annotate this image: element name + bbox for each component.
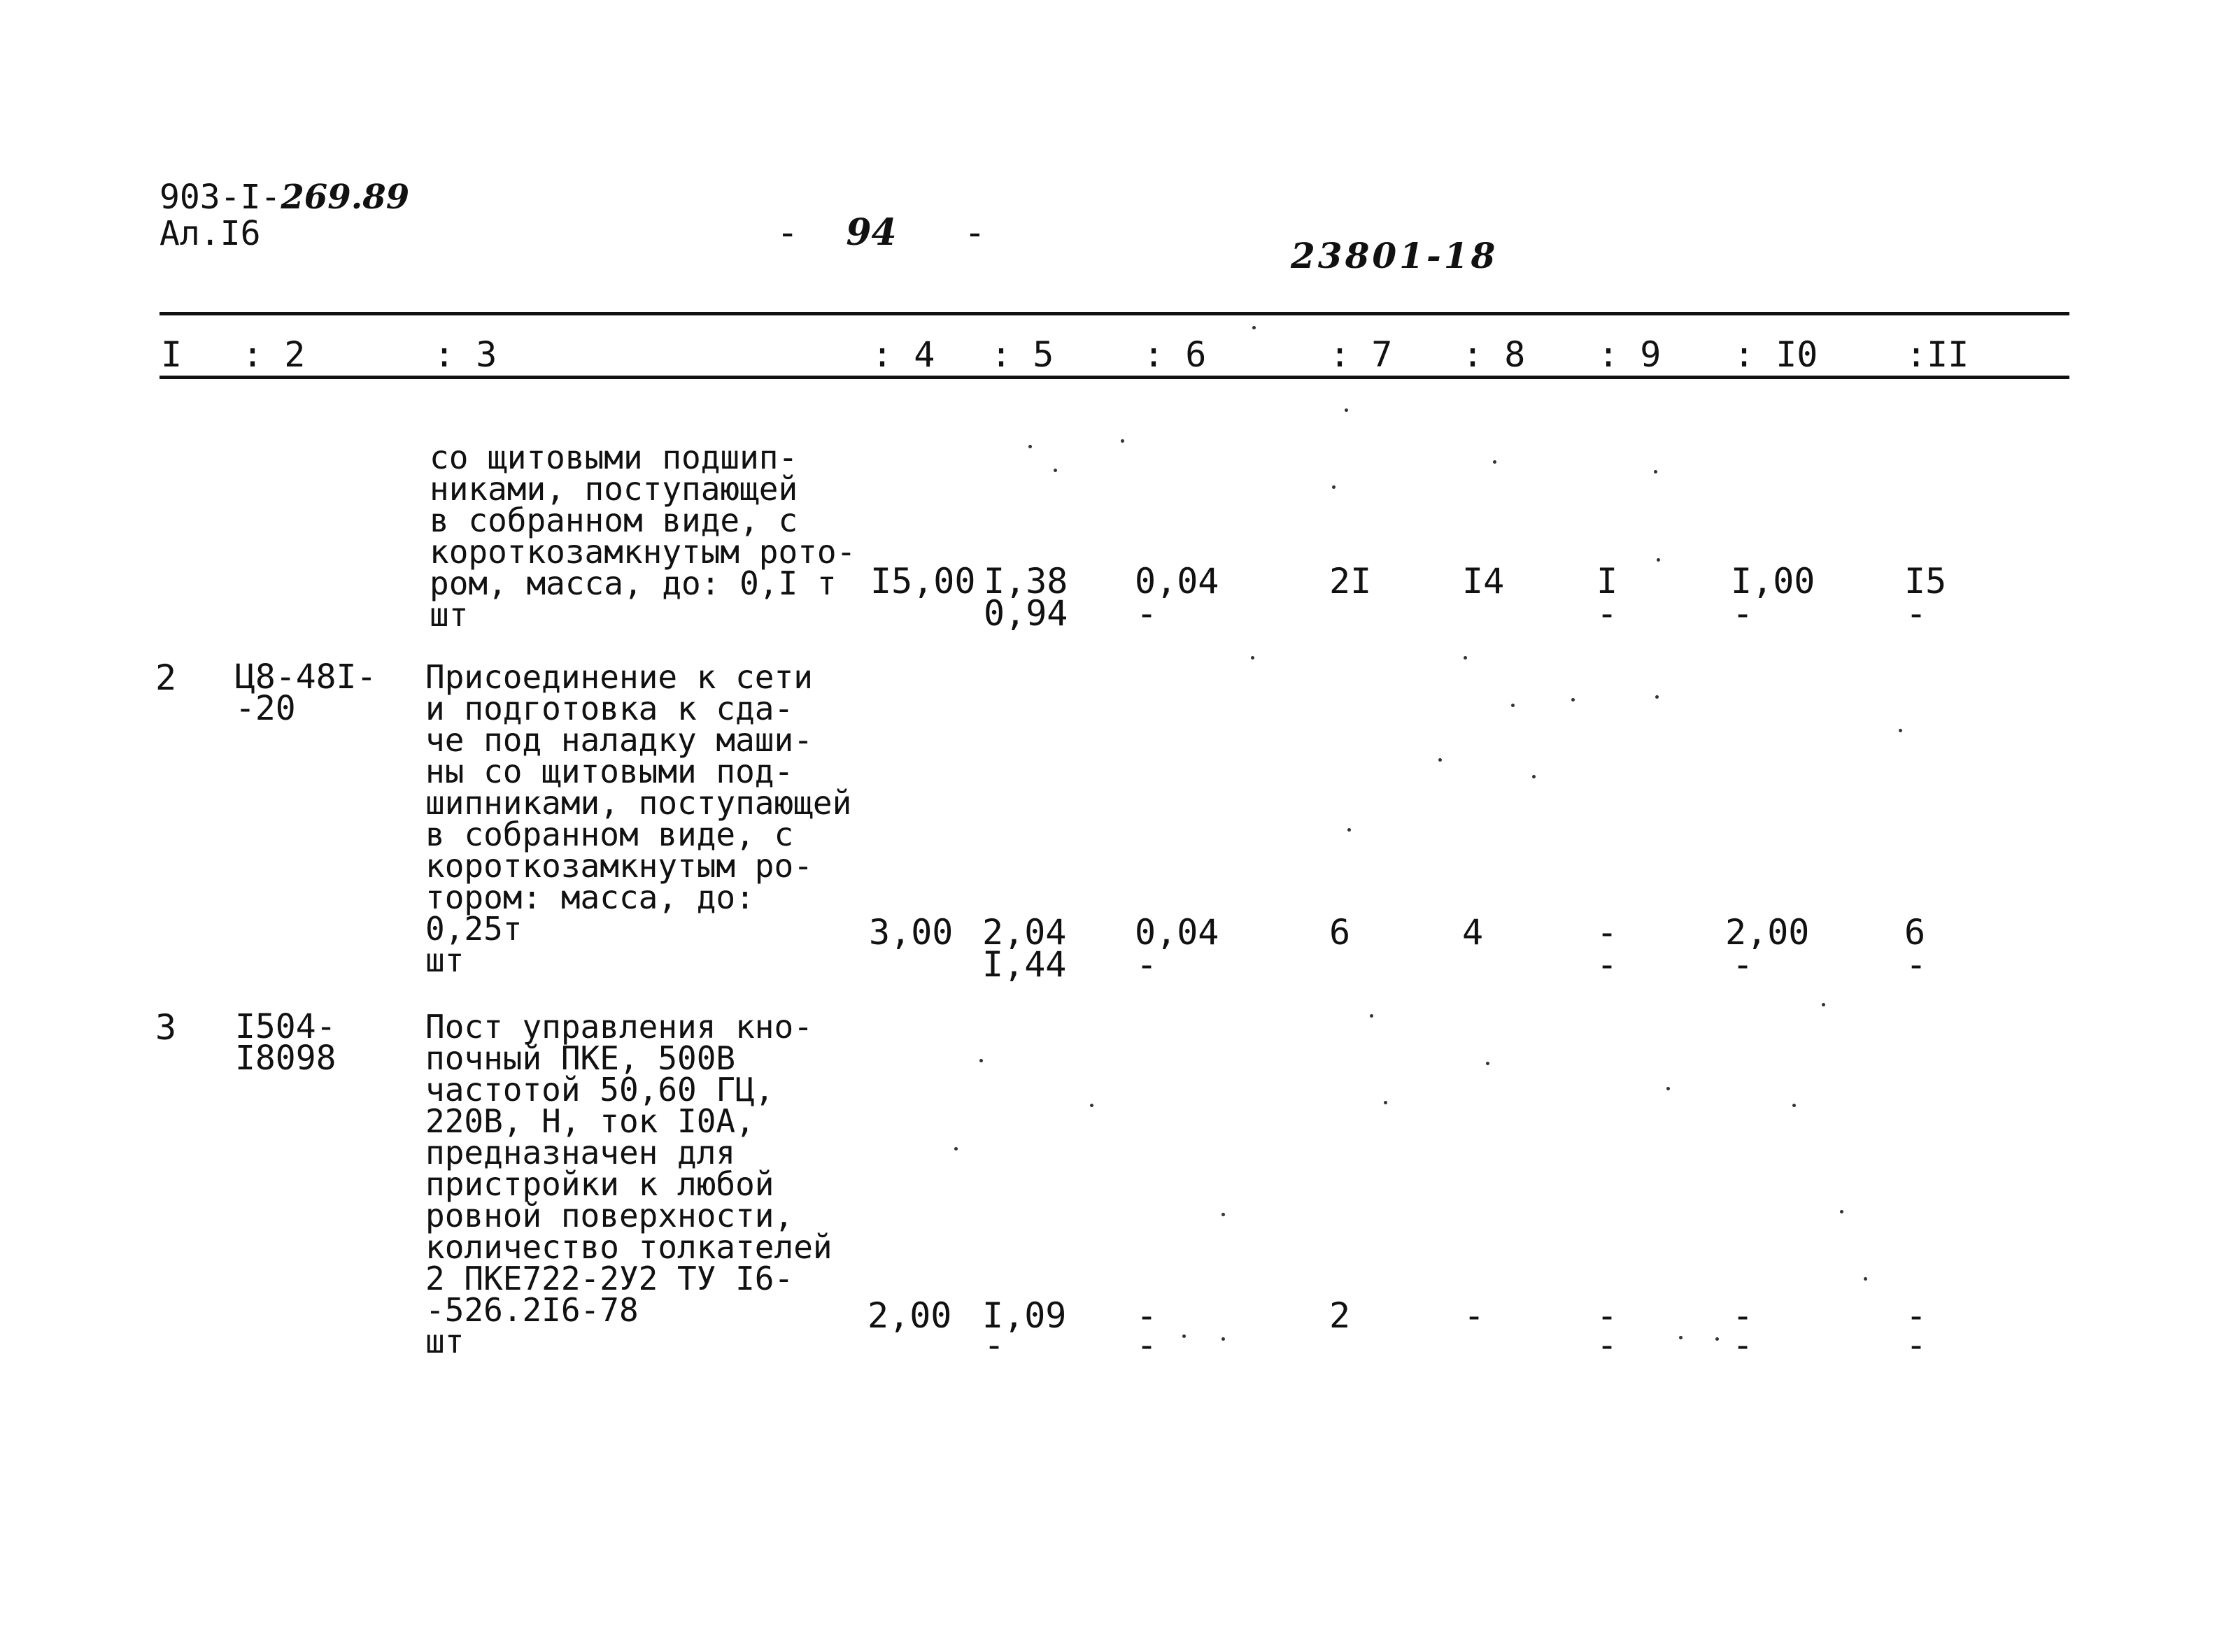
scan-speck: [1792, 1104, 1796, 1107]
scan-speck: [1571, 698, 1575, 702]
row-code: Ц8-48I- -20: [235, 657, 377, 728]
cell-col-8: I4: [1462, 561, 1505, 601]
scan-speck: [1666, 1087, 1670, 1090]
cell-col-4: I5,00: [870, 561, 976, 601]
scan-speck: [1384, 1101, 1387, 1104]
document-code-printed: 903-I-: [160, 178, 281, 217]
scan-speck: [1486, 1062, 1489, 1065]
page-dash-left: -: [777, 212, 799, 254]
scan-speck: [1028, 445, 1032, 448]
cell-col-4: 2,00: [867, 1295, 952, 1336]
scan-speck: [1221, 1337, 1225, 1341]
cell-col-11-top: 6: [1904, 912, 1926, 953]
document-code: [160, 178, 409, 216]
scan-speck: [1054, 469, 1057, 472]
row-code: I504- I8098: [235, 1007, 337, 1078]
col-header-11: :II: [1906, 334, 1969, 375]
cell-col-11-top: I5: [1904, 561, 1947, 601]
cell-col-6-bottom: -: [1136, 593, 1158, 634]
cell-col-5-top: 2,04: [982, 912, 1067, 953]
cell-col-5-bottom: 0,94: [984, 593, 1068, 634]
scan-speck: [1715, 1337, 1719, 1341]
cell-col-10-top: 2,00: [1725, 912, 1810, 953]
cell-col-8: 4: [1462, 912, 1484, 953]
cell-col-8: -: [1464, 1295, 1485, 1336]
scan-speck: [1251, 656, 1254, 660]
scan-speck: [979, 1059, 983, 1062]
scan-speck: [1532, 775, 1536, 778]
cell-col-5-top: I,38: [984, 561, 1068, 601]
scan-speck: [1182, 1334, 1186, 1338]
scan-speck: [1840, 1210, 1843, 1213]
cell-col-6-top: 0,04: [1135, 561, 1219, 601]
scan-speck: [1090, 1104, 1093, 1107]
cell-col-5-bottom: -: [984, 1325, 1005, 1365]
cell-col-6-top: 0,04: [1135, 912, 1219, 953]
col-header-4: : 4: [872, 334, 935, 375]
scan-speck: [1864, 1277, 1867, 1281]
scan-speck: [1370, 1014, 1373, 1018]
cell-col-11-bottom: -: [1906, 944, 1927, 985]
cell-col-11-bottom: -: [1906, 1325, 1927, 1365]
row-description: со щитовыми подшип- никами, поступающей в собранном виде, с короткозамкнутым рото- ром, масса, до: 0,I т шт: [430, 439, 856, 634]
col-header-3: : 3: [434, 334, 497, 375]
cell-col-5-bottom: I,44: [982, 944, 1067, 985]
album-label: Ал.I6: [160, 214, 261, 253]
scan-speck: [1347, 828, 1351, 832]
cell-col-7: 2I: [1329, 561, 1372, 601]
scan-speck: [1899, 729, 1902, 732]
cell-col-6-bottom: -: [1136, 1325, 1158, 1365]
page-number: [777, 211, 986, 254]
cell-col-10-bottom: -: [1732, 1325, 1754, 1365]
col-header-1: I: [161, 334, 183, 375]
row-description: Присоединение к сети и подготовка к сда- че под наладку маши- ны со щитовыми под- шипниками, поступающей в собранном виде, с короткозамкнутым ро- тором: масса, до: 0,25т шт: [425, 658, 852, 979]
cell-col-9-bottom: -: [1596, 1325, 1618, 1365]
cell-col-9-bottom: -: [1596, 593, 1618, 634]
cell-col-6-top: -: [1136, 1295, 1158, 1336]
cell-col-10-bottom: -: [1732, 944, 1754, 985]
scan-speck: [1511, 704, 1515, 707]
cell-col-7: 2: [1329, 1295, 1351, 1336]
cell-col-10-bottom: -: [1732, 593, 1754, 634]
col-header-10: : I0: [1734, 334, 1818, 375]
col-header-2: : 2: [242, 334, 306, 375]
page-number-value: 94: [846, 211, 897, 254]
scan-speck: [1657, 558, 1660, 562]
scan-speck: [1438, 758, 1442, 762]
cell-col-9-bottom: -: [1596, 944, 1618, 985]
cell-col-11-top: -: [1906, 1295, 1927, 1336]
row-number: 2: [155, 657, 177, 698]
scan-speck: [1121, 439, 1124, 443]
scan-speck: [1332, 485, 1336, 489]
table-top-rule: [160, 312, 2069, 315]
cell-col-6-bottom: -: [1136, 944, 1158, 985]
cell-col-10-top: -: [1732, 1295, 1754, 1336]
scan-speck: [1464, 656, 1467, 660]
table-header-rule: [160, 376, 2069, 379]
scan-speck: [954, 1147, 958, 1151]
col-header-7: : 7: [1329, 334, 1393, 375]
scan-speck: [1822, 1003, 1825, 1006]
cell-col-9-top: I: [1596, 561, 1618, 601]
scan-speck: [1654, 470, 1657, 473]
scan-speck: [1345, 408, 1348, 412]
col-header-8: : 8: [1462, 334, 1526, 375]
row-number: 3: [155, 1007, 177, 1048]
page-dash-right: -: [963, 212, 986, 254]
scan-speck: [1221, 1213, 1225, 1216]
cell-col-7: 6: [1329, 912, 1351, 953]
cell-col-9-top: -: [1596, 912, 1618, 953]
row-description: Пост управления кно- почный ПКЕ, 500В частотой 50,60 ГЦ, 220В, Н, ток I0А, предназначен для пристройки к любой ровной поверхности, количество толкателей 2 ПКЕ722-2У2 ТУ I6- -526.2I6-78 шт: [425, 1008, 833, 1360]
cell-col-5-top: I,09: [982, 1295, 1067, 1336]
col-header-6: : 6: [1143, 334, 1207, 375]
scan-speck: [1679, 1336, 1683, 1339]
col-header-5: : 5: [991, 334, 1054, 375]
scan-speck: [1655, 695, 1659, 699]
scan-speck: [1493, 460, 1496, 464]
sheet-number: 23801-18: [1291, 235, 1499, 276]
cell-col-9-top: -: [1596, 1295, 1618, 1336]
col-header-9: : 9: [1598, 334, 1662, 375]
cell-col-10-top: I,00: [1731, 561, 1815, 601]
document-code-handwritten: 269.89: [281, 178, 410, 217]
cell-col-11-bottom: -: [1906, 593, 1927, 634]
scan-speck: [1252, 326, 1256, 329]
cell-col-4: 3,00: [869, 912, 954, 953]
